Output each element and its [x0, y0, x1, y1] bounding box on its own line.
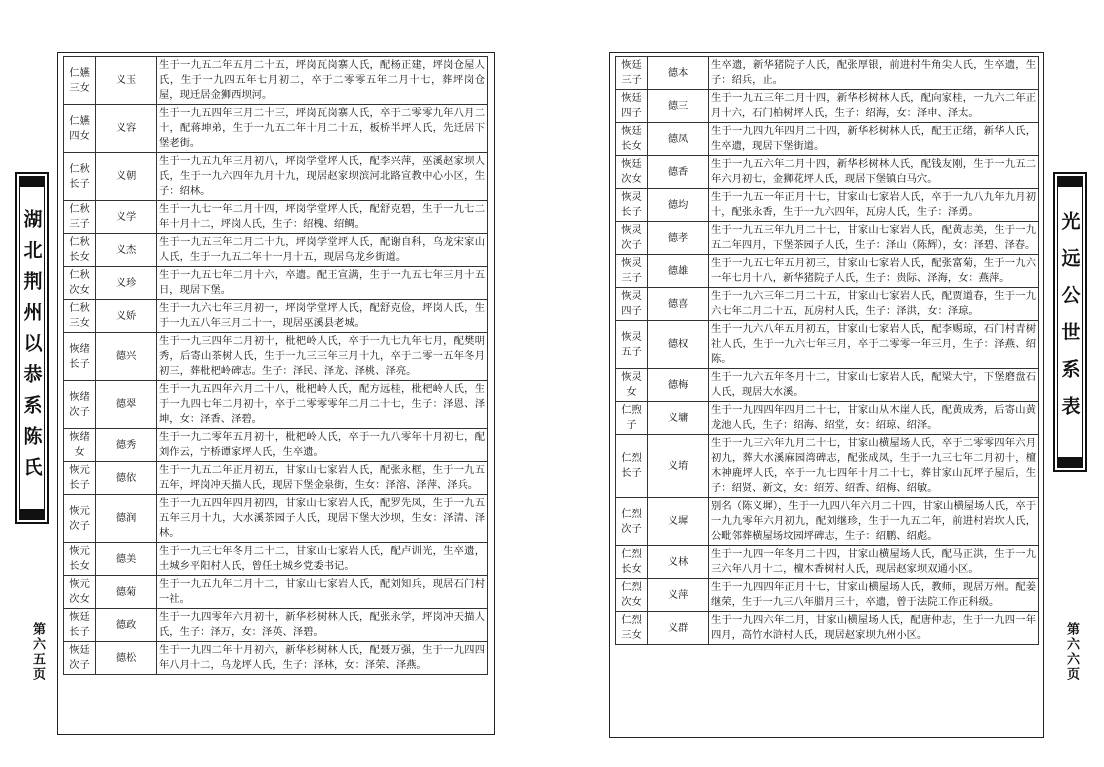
banner-cap-bottom [1058, 457, 1082, 467]
table-row [64, 462, 488, 495]
bio-cell: 生于一九四四年四月二十七，甘家山从木崖人氏，配黄成秀，后寄山黄龙池人氏，生子：绍海、绍堂，女：绍琼、绍泽。 [709, 402, 1039, 435]
relation-cell: 恢廷长子 [64, 609, 96, 642]
left-banner-title: 湖北荆州以恭系陈氏 [20, 208, 43, 488]
bio-cell: 生于一九六三年二月二十五，甘家山七家岩人氏，配贾道春，生于一九六七年二月二十五，瓦房村人氏，生子：泽洪，女：泽琼。 [709, 288, 1039, 321]
name-cell: 义容 [96, 105, 157, 153]
bio-cell: 生于一九五三年二月十四，新华杉树林人氏，配向家桂，一九六二年正月十六，石门柏树坪人氏，生子：绍海，女：泽申、泽太。 [709, 90, 1039, 123]
relation-cell: 恢元长女 [64, 543, 96, 576]
relation-cell: 仁秋次女 [64, 267, 96, 300]
bio-cell: 生于一九五七年二月十六，卒遗。配王宣满，生于一九五七年三月十五日，现居下堡。 [157, 267, 488, 300]
relation-cell: 恢灵五子 [616, 321, 648, 369]
bio-cell: 生于一九六八年五月初五，甘家山七家岩人氏，配李赐琼，石门村青树社人氏，生于一九六七年三月，卒于二零零一年三月，生子：泽燕、绍陈。 [709, 321, 1039, 369]
table-row [616, 90, 1039, 123]
bio-cell: 生于一九三七年冬月二十二，甘家山七家岩人氏，配卢训光，生卒遗，土城乡平阳村人氏，曾任土城乡党委书记。 [157, 543, 488, 576]
relation-cell: 恢灵长子 [616, 189, 648, 222]
name-cell: 德凤 [648, 123, 709, 156]
relation-cell: 仁烈次女 [616, 579, 648, 612]
relation-cell: 仁烈三女 [616, 612, 648, 645]
relation-cell: 仁嬿三女 [64, 57, 96, 105]
bio-cell: 生于一九三四年二月初十，枇杷岭人氏，卒于一九七九年七月，配樊明秀，后寄山茶树人氏，生于一九三三年三月十九，卒于二零一五年冬月初三，葬枇杷岭碑志。生子：泽民、泽龙、泽桃、泽亮。 [157, 333, 488, 381]
table-row [616, 369, 1039, 402]
name-cell: 德香 [648, 156, 709, 189]
table-row [64, 267, 488, 300]
relation-cell: 恢元次子 [64, 495, 96, 543]
bio-cell: 生于一九五四年六月二十八，枇杷岭人氏，配方远桂，枇杷岭人氏，生于一九四七年二月初十，卒于二零零零年二月二十七，生子：泽恩、泽坤，女：泽香、泽碧。 [157, 381, 488, 429]
name-cell: 义杰 [96, 234, 157, 267]
left-side-banner [15, 172, 49, 524]
relation-cell: 恢绪女 [64, 429, 96, 462]
table-row [64, 381, 488, 429]
table-row [616, 612, 1039, 645]
relation-cell: 恢灵次子 [616, 222, 648, 255]
table-row [616, 579, 1039, 612]
name-cell: 义玉 [96, 57, 157, 105]
table-row [64, 576, 488, 609]
name-cell: 德均 [648, 189, 709, 222]
table-row [64, 495, 488, 543]
name-cell: 义林 [648, 546, 709, 579]
name-cell: 义珍 [96, 267, 157, 300]
relation-cell: 恢廷三子 [616, 57, 648, 90]
name-cell: 德权 [648, 321, 709, 369]
table-row [616, 156, 1039, 189]
relation-cell: 仁烈长子 [616, 435, 648, 498]
table-row [616, 57, 1039, 90]
bio-cell: 生于一九五四年三月二十三，坪岗瓦岗寨人氏，卒于二零零九年八月二十，配蒋坤弟，生于一九五二年十月二十五，板桥半坪人氏，先迁居下堡老街。 [157, 105, 488, 153]
bio-cell: 生于一九五二年正月初五，甘家山七家岩人氏，配张永框，生于一九五五年，坪岗冲天描人氏，现居下堡金泉街，生女：泽溶、泽萍、泽兵。 [157, 462, 488, 495]
relation-cell: 恢廷四子 [616, 90, 648, 123]
name-cell: 德三 [648, 90, 709, 123]
table-row [64, 234, 488, 267]
bio-cell: 生于一九六五年冬月十二，甘家山七家岩人氏，配梁大宁，下堡磨盘石人氏，现居大水溪。 [709, 369, 1039, 402]
relation-cell: 恢元次女 [64, 576, 96, 609]
name-cell: 德本 [648, 57, 709, 90]
bio-cell: 生于一九五六年二月十四，新华杉树林人氏，配钱友刚，生于一九五二年六月初七，金狮花坪人氏，现居下堡镇白马穴。 [709, 156, 1039, 189]
table-row [616, 288, 1039, 321]
table-row [616, 546, 1039, 579]
name-cell: 义朝 [96, 153, 157, 201]
table-row [64, 201, 488, 234]
table-row [616, 435, 1039, 498]
name-cell: 义墀 [648, 498, 709, 546]
table-row [64, 300, 488, 333]
relation-cell: 恢灵四子 [616, 288, 648, 321]
name-cell: 德政 [96, 609, 157, 642]
name-cell: 德依 [96, 462, 157, 495]
right-page-number: 第六六页 [1064, 622, 1079, 682]
bio-cell: 生于一九五九年二月十二，甘家山七家岩人氏，配刘知兵，现居石门村一社。 [157, 576, 488, 609]
table-row [616, 321, 1039, 369]
relation-cell: 恢灵女 [616, 369, 648, 402]
relation-cell: 恢廷长女 [616, 123, 648, 156]
bio-cell: 生于一九六七年三月初一，坪岗学堂坪人氏，配舒克俭，坪岗人氏，生于一九五八年三月二十一，现居巫溪县老城。 [157, 300, 488, 333]
relation-cell: 恢灵三子 [616, 255, 648, 288]
bio-cell: 生于一九四一年冬月二十四，甘家山横屋场人氏，配马正洪，生于一九三六年八月十二，檀木香树村人氏，现居赵家坝双通小区。 [709, 546, 1039, 579]
left-page-number: 第六五页 [30, 622, 45, 682]
relation-cell: 恢元长子 [64, 462, 96, 495]
relation-cell: 仁秋长子 [64, 153, 96, 201]
name-cell: 德孝 [648, 222, 709, 255]
bio-cell: 生于一九五二年五月二十五，坪岗瓦岗寨人氏，配杨正建，坪岗仓屋人氏，生于一九四五年七月初二，卒于二零零五年二月十七，葬坪岗仓屋，现迁居金狮西坝河。 [157, 57, 488, 105]
table-row [616, 255, 1039, 288]
relation-cell: 仁秋三子 [64, 201, 96, 234]
bio-cell: 别名（陈义墀），生于一九四八年六月二十四，甘家山横屋场人氏，卒于一九九零年六月初九，配刘继珍，生于一九五二年，前进村岩坎人氏，公毗邻葬横屋场坟园坪碑志，生子：绍鹏、绍彪。 [709, 498, 1039, 546]
bio-cell: 生于一九五七年五月初三，甘家山七家岩人氏，配张富菊，生于一九六一年七月十八，新华猪院子人氏，生子：贵际、泽海，女：燕萍。 [709, 255, 1039, 288]
table-row [616, 498, 1039, 546]
relation-cell: 仁烈次子 [616, 498, 648, 546]
bio-cell: 生于一九四二年十月初六，新华杉树林人氏，配聂万强，生于一九四四年八月十二，乌龙坪人氏，生子：泽林，女：泽荣、泽燕。 [157, 642, 488, 675]
name-cell: 德梅 [648, 369, 709, 402]
relation-cell: 仁烈长女 [616, 546, 648, 579]
right-banner-title: 光远公世系表 [1058, 211, 1081, 433]
relation-cell: 恢绪次子 [64, 381, 96, 429]
name-cell: 德润 [96, 495, 157, 543]
name-cell: 德美 [96, 543, 157, 576]
bio-cell: 生于一九三六年九月二十七，甘家山横屋场人氏，卒于二零零四年六月初九，葬大水溪麻园湾碑志，配张成凤，生于一九三七年二月初十，檀木神鹿坪人氏，卒于一九七四年十月二十七，葬甘家山瓦坪子屋后，生子：绍贤、新文，女：绍芳、绍香、绍梅、绍敏。 [709, 435, 1039, 498]
table-row [64, 105, 488, 153]
name-cell: 德秀 [96, 429, 157, 462]
right-side-banner [1053, 172, 1087, 472]
name-cell: 义群 [648, 612, 709, 645]
table-row [616, 189, 1039, 222]
table-row [64, 153, 488, 201]
right-genealogy-table [615, 56, 1039, 645]
relation-cell: 仁煦子 [616, 402, 648, 435]
bio-cell: 生于一九五三年九月二十七，甘家山七家岩人氏，配黄志美，生于一九五二年四月，下堡茶园子人氏，生子：泽山（陈辉），女：泽碧、泽春。 [709, 222, 1039, 255]
left-genealogy-table [63, 56, 488, 675]
bio-cell: 生于一九七一年二月十四，坪岗学堂坪人氏，配舒克碧，生于一九七二年十月十二，坪岗人氏，生子：绍槐、绍鲷。 [157, 201, 488, 234]
table-row [64, 642, 488, 675]
table-row [64, 57, 488, 105]
bio-cell: 生于一九二零年五月初十，枇杷岭人氏，卒于一九八零年十月初七，配刘作云，宁桥谭家坪人氏，生卒遗。 [157, 429, 488, 462]
relation-cell: 仁秋三女 [64, 300, 96, 333]
table-row [616, 123, 1039, 156]
relation-cell: 恢绪长子 [64, 333, 96, 381]
bio-cell: 生卒遗，新华猪院子人氏，配张厚银，前进村牛角尖人氏，生卒遗，生子：绍兵，止。 [709, 57, 1039, 90]
name-cell: 德兴 [96, 333, 157, 381]
name-cell: 德翠 [96, 381, 157, 429]
name-cell: 义学 [96, 201, 157, 234]
bio-cell: 生于一九四六年二月，甘家山横屋场人氏，配唐仲志，生于一九四一年四月，高竹水浒村人氏，现居赵家坝九州小区。 [709, 612, 1039, 645]
relation-cell: 仁秋长女 [64, 234, 96, 267]
name-cell: 义娇 [96, 300, 157, 333]
bio-cell: 生于一九四九年四月二十四，新华杉树林人氏，配王正绪，新华人氏，生卒遗，现居下堡街道。 [709, 123, 1039, 156]
bio-cell: 生于一九五九年三月初八，坪岗学堂坪人氏，配李兴萍，巫溪赵家坝人氏，生于一九六四年九月十九，现居赵家坝滨河北路宣教中心小区，生子：绍林。 [157, 153, 488, 201]
name-cell: 德雄 [648, 255, 709, 288]
relation-cell: 恢廷次女 [616, 156, 648, 189]
table-row [64, 609, 488, 642]
table-row [64, 429, 488, 462]
bio-cell: 生于一九五三年二月二十九，坪岗学堂坪人氏，配谢自科，乌龙宋家山人氏，生于一九五二年十一月十五，现居乌龙乡街道。 [157, 234, 488, 267]
name-cell: 德喜 [648, 288, 709, 321]
bio-cell: 生于一九四零年六月初十，新华杉树林人氏，配张永学，坪岗冲天描人氏，生子：泽万，女：泽英、泽碧。 [157, 609, 488, 642]
name-cell: 义萍 [648, 579, 709, 612]
relation-cell: 仁嬿四女 [64, 105, 96, 153]
banner-cap-bottom [20, 509, 44, 519]
banner-cap-top [1058, 177, 1082, 187]
banner-cap-top [20, 177, 44, 187]
table-row [616, 402, 1039, 435]
relation-cell: 恢廷次子 [64, 642, 96, 675]
name-cell: 义堉 [648, 435, 709, 498]
name-cell: 德菊 [96, 576, 157, 609]
name-cell: 义墉 [648, 402, 709, 435]
bio-cell: 生于一九五一年正月十七，甘家山七家岩人氏，卒于一九八九年九月初十，配张永香，生于一九六四年，瓦房人氏，生子：泽勇。 [709, 189, 1039, 222]
name-cell: 德松 [96, 642, 157, 675]
table-row [64, 543, 488, 576]
table-row [64, 333, 488, 381]
bio-cell: 生于一九五四年四月初四，甘家山七家岩人氏，配罗先凤，生于一九五五年三月十九，大水溪茶园子人氏，现居下堡大沙坝，生女：泽清、泽林。 [157, 495, 488, 543]
table-row [616, 222, 1039, 255]
bio-cell: 生于一九四四年正月十七，甘家山横屋场人氏，教师，现居万州。配姜继荣，生于一九三八年腊月三十，卒遗，曾于法院工作正科级。 [709, 579, 1039, 612]
